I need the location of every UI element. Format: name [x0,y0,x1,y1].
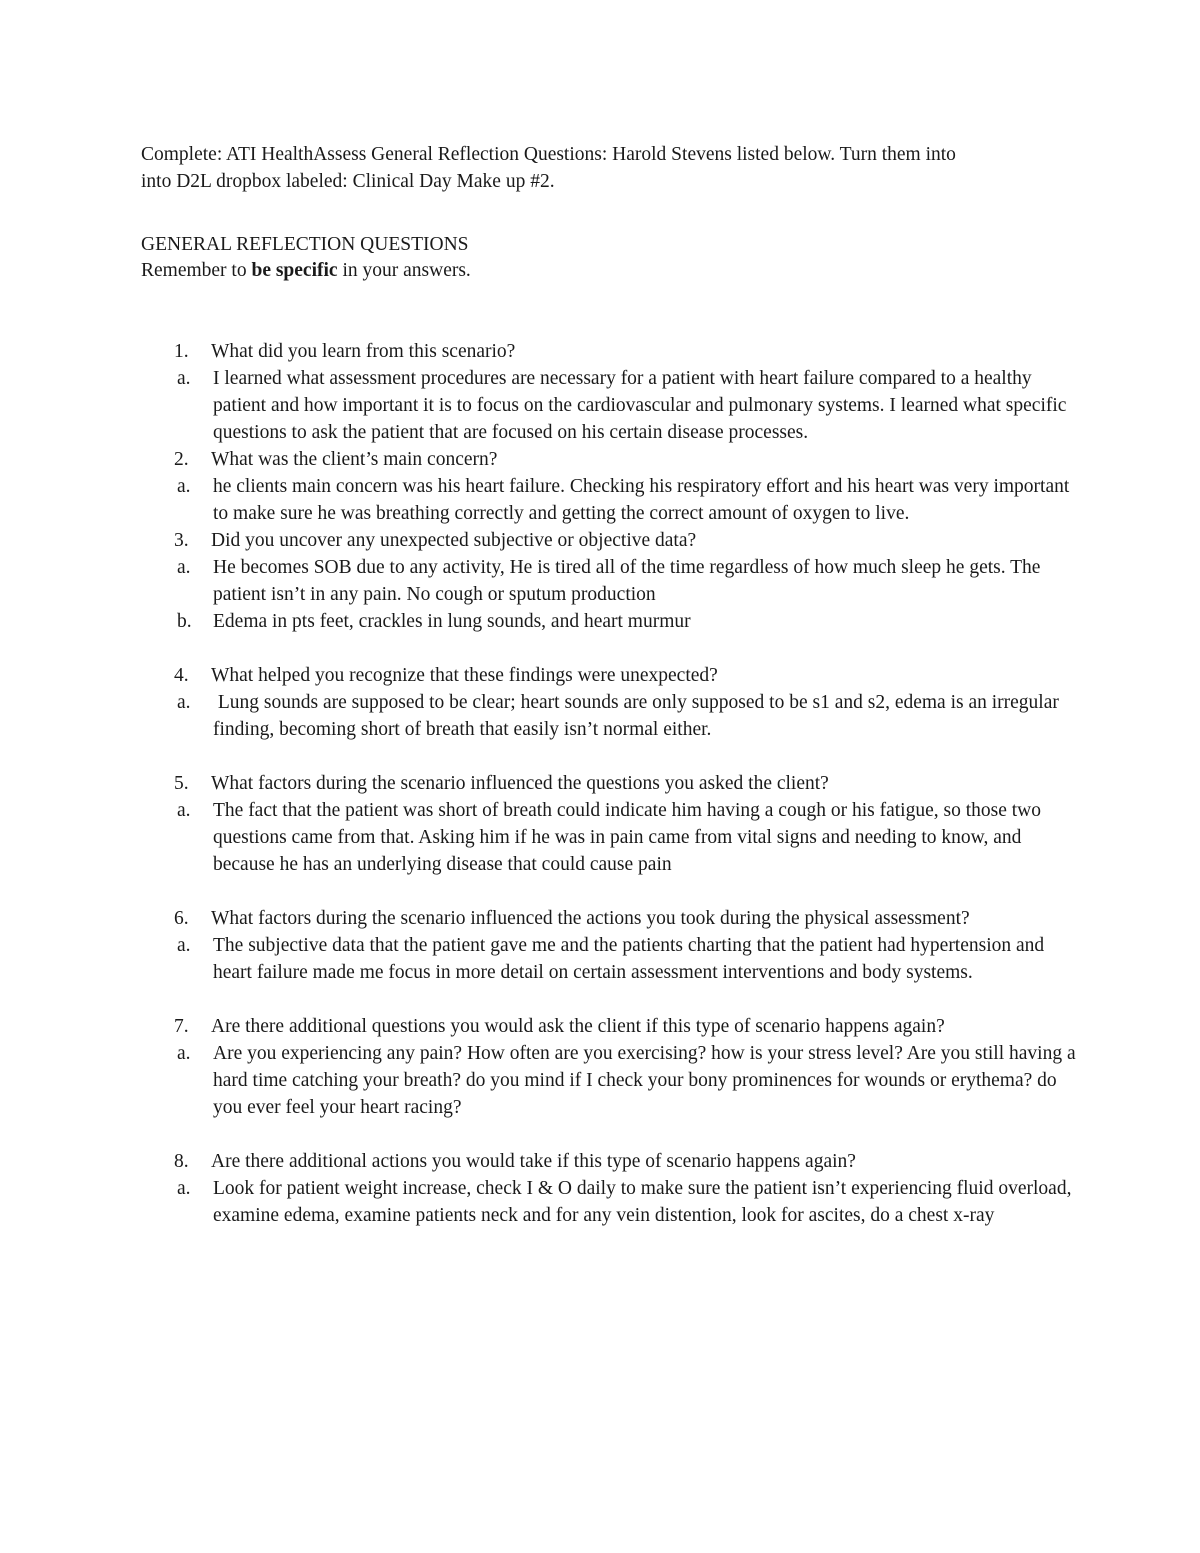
answer-8a [141,1175,1081,1229]
question-text: What did you learn from this scenario? [211,341,516,362]
intro-line-2: into D2L dropbox labeled: Clinical Day Make up #2. [141,171,555,192]
intro-paragraph [141,141,1081,195]
answer-text: Lung sounds are supposed to be clear; heart sounds are only supposed to be s1 and s2, edema is an irregular finding, becoming short of breath that easily isn’t normal either. [213,692,1064,740]
answer-text: The subjective data that the patient gave me and the patients charting that the patient had hypertension and heart failure made me focus in more detail on certain assessment interventions and body systems. [213,935,1045,983]
question-list [141,338,1081,1229]
question-text: Are there additional questions you would ask the client if this type of scenario happens again? [211,1016,945,1037]
question-7 [141,1013,1081,1040]
remember-prefix: Remember to [141,260,252,281]
question-5 [141,770,1081,797]
answer-4a [141,689,1081,743]
answer-text: Look for patient weight increase, check I & O daily to make sure the patient isn’t experiencing fluid overload, examine edema, examine patients neck and for any vein distention, look for ascites, do a chest x-ray [213,1178,1072,1226]
answer-7a [141,1040,1081,1121]
answer-letter: a. [177,368,191,389]
answer-letter: a. [177,800,191,821]
question-1 [141,338,1081,365]
question-number: 7. [174,1016,189,1037]
answer-letter: a. [177,935,191,956]
question-text: Are there additional actions you would take if this type of scenario happens again? [211,1151,856,1172]
answer-6a [141,932,1081,986]
question-text: What factors during the scenario influenced the actions you took during the physical assessment? [211,908,970,929]
answer-text: Are you experiencing any pain? How often are you exercising? how is your stress level? Are you still having a hard time catching your breath? do you mind if I check your bony prominences for wounds or erythema? do you ever feel your heart racing? [213,1043,1076,1118]
answer-1a [141,365,1081,446]
answer-text: The fact that the patient was short of breath could indicate him having a cough or his fatigue, so those two questions came from that. Asking him if he was in pain came from vital signs and needing to know, and because he has an underlying disease that could cause pain [213,800,1041,875]
answer-3b [141,608,1081,635]
question-text: What was the client’s main concern? [211,449,498,470]
question-text: What factors during the scenario influenced the questions you asked the client? [211,773,829,794]
answer-text: He becomes SOB due to any activity, He is tired all of the time regardless of how much sleep he gets. The patient isn’t in any pain. No cough or sputum production [213,557,1041,605]
question-number: 6. [174,908,189,929]
question-number: 5. [174,773,189,794]
question-3 [141,527,1081,554]
question-number: 3. [174,530,189,551]
question-number: 8. [174,1151,189,1172]
remember-note [141,258,1081,284]
answer-text: he clients main concern was his heart failure. Checking his respiratory effort and his heart was very important to make sure he was breathing correctly and getting the correct amount of oxygen to live. [213,476,1070,524]
answer-text: I learned what assessment procedures are necessary for a patient with heart failure compared to a healthy patient and how important it is to focus on the cardiovascular and pulmonary systems. I learned what specific questions to ask the patient that are focused on his certain disease processes. [213,368,1067,443]
answer-letter: a. [177,476,191,497]
question-number: 1. [174,341,189,362]
document-page [141,141,1081,1229]
section-title: GENERAL REFLECTION QUESTIONS [141,234,469,255]
question-6 [141,905,1081,932]
intro-line-1: Complete: ATI HealthAssess General Reflection Questions: Harold Stevens listed below. Turn them into [141,144,956,165]
answer-letter: a. [177,1178,191,1199]
answer-2a [141,473,1081,527]
answer-letter: b. [177,611,192,632]
question-number: 4. [174,665,189,686]
question-number: 2. [174,449,189,470]
remember-emphasis: be specific [251,260,338,281]
answer-5a [141,797,1081,878]
question-text: Did you uncover any unexpected subjective or objective data? [211,530,697,551]
answer-letter: a. [177,557,191,578]
question-2 [141,446,1081,473]
remember-suffix: in your answers. [337,260,471,281]
question-text: What helped you recognize that these findings were unexpected? [211,665,718,686]
answer-letter: a. [177,692,191,713]
question-4 [141,662,1081,689]
question-8 [141,1148,1081,1175]
answer-text: Edema in pts feet, crackles in lung sounds, and heart murmur [213,611,691,632]
answer-letter: a. [177,1043,191,1064]
answer-3a [141,554,1081,608]
